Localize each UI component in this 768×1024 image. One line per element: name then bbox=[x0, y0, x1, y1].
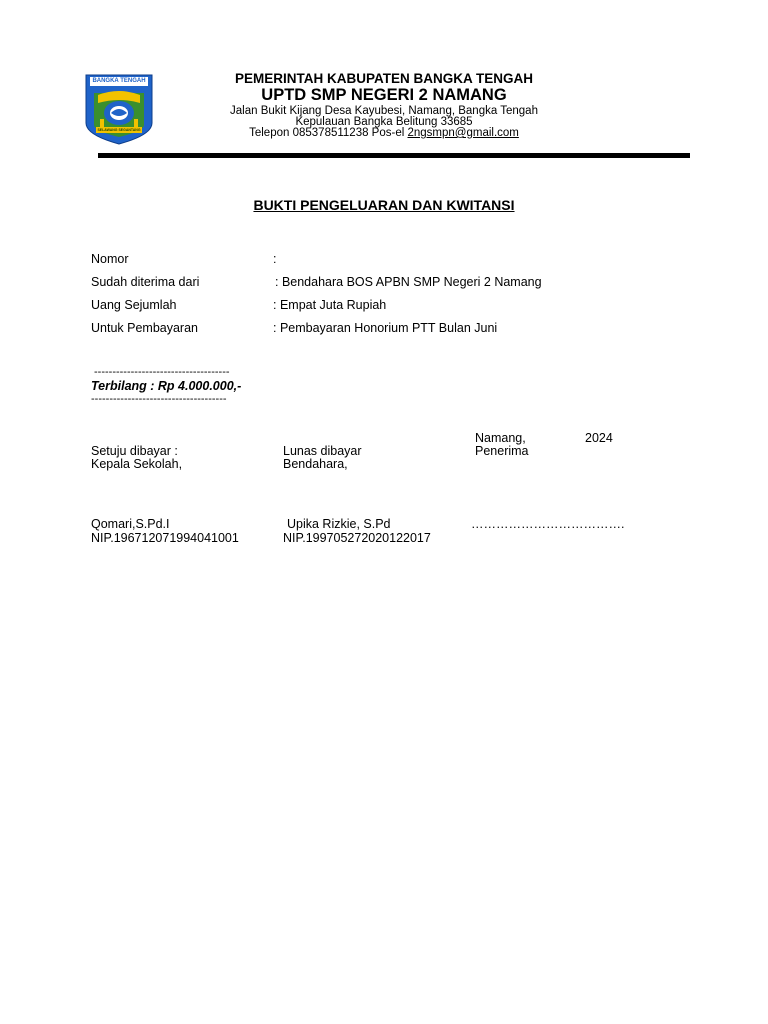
approver-nip: NIP.196712071994041001 bbox=[91, 531, 239, 545]
district-logo bbox=[84, 73, 154, 145]
school-name: UPTD SMP NEGERI 2 NAMANG bbox=[261, 86, 507, 104]
amount-dashes-bottom: ------------------------------------- bbox=[91, 393, 227, 405]
field-value-amount-words: : Empat Juta Rupiah bbox=[273, 298, 387, 312]
receiver-signature-line: ………………………………. bbox=[471, 517, 625, 531]
year-label: 2024 bbox=[585, 431, 613, 445]
field-value-payment-purpose: : Pembayaran Honorium PTT Bulan Juni bbox=[273, 321, 498, 335]
letterhead-divider bbox=[98, 153, 690, 158]
address-line-2: Kepulauan Bangka Belitung 33685 bbox=[295, 116, 473, 128]
amount-dashes-top: ------------------------------------- bbox=[94, 366, 230, 378]
government-name: PEMERINTAH KABUPATEN BANGKA TENGAH bbox=[235, 71, 533, 86]
field-label-received-from: Sudah diterima dari bbox=[91, 275, 200, 289]
treasurer-name: Upika Rizkie, S.Pd bbox=[287, 517, 391, 531]
place-label: Namang, bbox=[475, 431, 526, 445]
approver-name: Qomari,S.Pd.I bbox=[91, 517, 170, 531]
amount-in-figures: Terbilang : Rp 4.000.000,- bbox=[91, 379, 242, 393]
contact-line bbox=[160, 127, 608, 139]
field-label-payment-purpose: Untuk Pembayaran bbox=[91, 321, 199, 335]
address-line-1: Jalan Bukit Kijang Desa Kayubesi, Namang, Bangka Tengah bbox=[230, 105, 538, 117]
logo-banner-text: BANGKA TENGAH bbox=[92, 78, 146, 84]
phone-text: Telepon 085378511238 Pos-el bbox=[249, 127, 408, 139]
treasurer-nip: NIP.199705272020122017 bbox=[283, 531, 431, 545]
approver-caption: Setuju dibayar : bbox=[91, 444, 178, 458]
field-value-received-from: : Bendahara BOS APBN SMP Negeri 2 Namang bbox=[275, 275, 542, 289]
document-title: BUKTI PENGELUARAN DAN KWITANSI bbox=[253, 197, 515, 213]
approver-role: Kepala Sekolah, bbox=[91, 457, 183, 471]
email-link[interactable]: 2ngsmpn@gmail.com bbox=[407, 127, 519, 139]
logo-motto-text: SELAWANG SEGANTANG bbox=[97, 128, 141, 132]
field-label-nomor: Nomor bbox=[91, 252, 129, 266]
receiver-role: Penerima bbox=[475, 444, 529, 458]
treasurer-caption: Lunas dibayar bbox=[283, 444, 362, 458]
field-value-nomor: : bbox=[273, 252, 277, 266]
treasurer-role: Bendahara, bbox=[283, 457, 348, 471]
field-label-amount-words: Uang Sejumlah bbox=[91, 298, 177, 312]
